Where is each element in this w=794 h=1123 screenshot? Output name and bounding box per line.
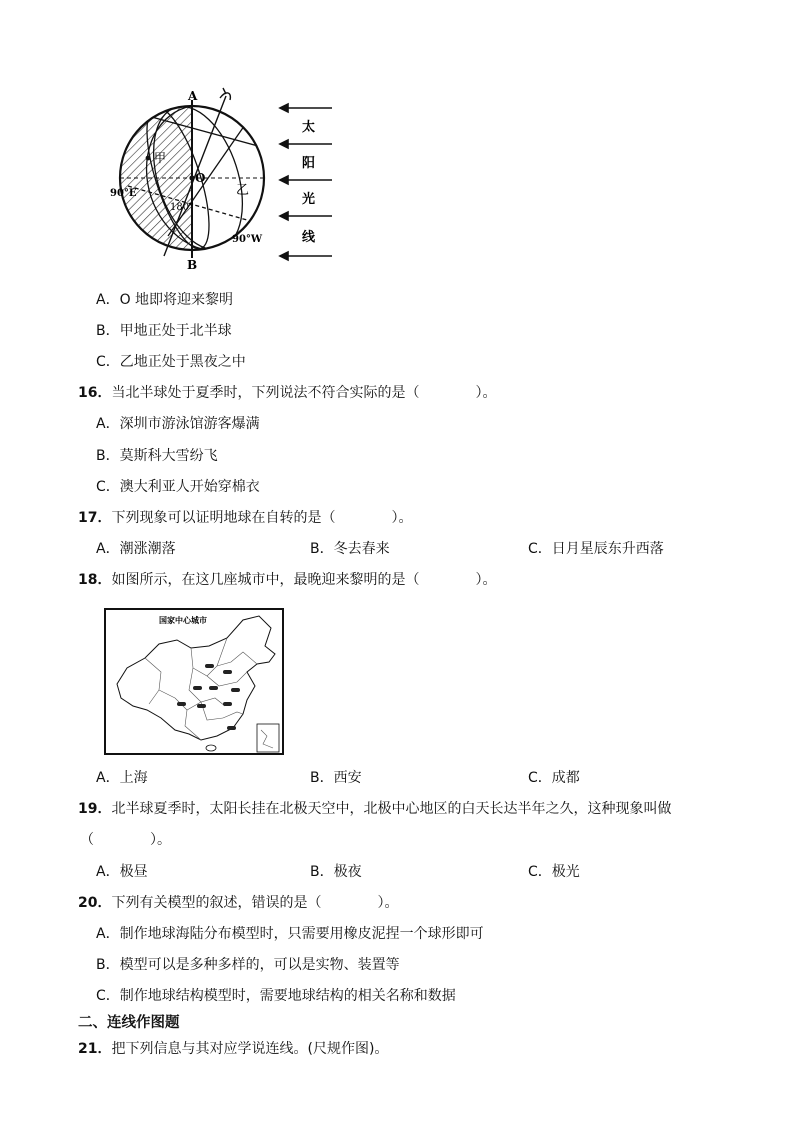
label-90e: 90°E	[110, 188, 137, 199]
sunlight-char-3: 光	[302, 192, 316, 207]
q17-stem	[78, 508, 412, 528]
q19-option-a[interactable]: A．极昼	[96, 864, 148, 880]
q17-option-a[interactable]: A．潮涨潮落	[96, 541, 176, 557]
q19-text: 北半球夏季时，太阳长挂在北极天空中，北极中心地区的白天长达半年之久，这种现象叫做	[111, 801, 672, 817]
section-2-title: 二、连线作图题	[78, 1015, 180, 1031]
label-o: O	[195, 171, 206, 185]
q18-text: 如图所示，在这几座城市中，最晚迎来黎明的是（ ）。	[111, 572, 497, 588]
point-o	[189, 175, 194, 180]
q17-text: 下列现象可以证明地球在自转的是（ ）。	[111, 510, 413, 526]
q21-text: 把下列信息与其对应学说连线。(尺规作图)。	[111, 1041, 389, 1057]
q19-option-b[interactable]: B．极夜	[310, 864, 362, 880]
q15-option-c[interactable]: C．乙地正处于黑夜之中	[96, 354, 246, 370]
label-yi: 乙	[236, 183, 250, 198]
sunlight-char-4: 线	[302, 230, 316, 245]
label-180: 180°	[170, 202, 195, 213]
map-title: 国家中心城市	[159, 615, 207, 625]
q20-option-c[interactable]: C．制作地球结构模型时，需要地球结构的相关名称和数据	[96, 988, 456, 1004]
q18-option-a[interactable]: A．上海	[96, 770, 148, 786]
q18-option-b[interactable]: B．西安	[310, 770, 362, 786]
q16-stem	[78, 383, 496, 403]
q17-option-b[interactable]: B．冬去春来	[310, 541, 390, 557]
q15-option-a[interactable]: A．O 地即将迎来黎明	[96, 292, 234, 308]
sunlight-char-2: 阳	[302, 156, 316, 171]
q19-stem	[78, 799, 671, 819]
point-jia	[146, 156, 151, 161]
q16-option-b[interactable]: B．莫斯科大雪纷飞	[96, 448, 218, 464]
q17-option-c[interactable]: C．日月星辰东升西落	[528, 541, 664, 557]
q16-number: 16．	[78, 385, 112, 401]
q17-number: 17．	[78, 510, 112, 526]
q16-option-a[interactable]: A．深圳市游泳馆游客爆满	[96, 416, 260, 432]
q20-number: 20．	[78, 895, 112, 911]
q21-stem	[78, 1039, 388, 1059]
label-b: B	[187, 258, 198, 272]
label-jia: 甲	[154, 151, 167, 165]
q20-option-a[interactable]: A．制作地球海陆分布模型时，只需要用橡皮泥捏一个球形即可	[96, 926, 484, 942]
q19-number: 19．	[78, 801, 112, 817]
sunlight-char-1: 太	[302, 120, 316, 135]
q18-option-c[interactable]: C．成都	[528, 770, 580, 786]
q18-number: 18．	[78, 572, 112, 588]
q16-text: 当北半球处于夏季时，下列说法不符合实际的是（ ）。	[111, 385, 497, 401]
map-frame	[105, 609, 283, 754]
q20-stem	[78, 893, 398, 913]
q19-stem-cont: （ ）。	[80, 832, 171, 848]
label-a: A	[188, 89, 198, 103]
globe-sunlight-figure	[108, 86, 338, 272]
china-map-figure	[97, 606, 287, 758]
q21-number: 21．	[78, 1041, 112, 1057]
q20-option-b[interactable]: B．模型可以是多种多样的，可以是实物、装置等	[96, 957, 400, 973]
q18-stem	[78, 570, 496, 590]
q20-text: 下列有关模型的叙述，错误的是（ ）。	[111, 895, 399, 911]
q15-option-b[interactable]: B．甲地正处于北半球	[96, 323, 232, 339]
q19-option-c[interactable]: C．极光	[528, 864, 580, 880]
label-90w: 90°W	[232, 234, 263, 245]
q16-option-c[interactable]: C．澳大利亚人开始穿棉衣	[96, 479, 260, 495]
